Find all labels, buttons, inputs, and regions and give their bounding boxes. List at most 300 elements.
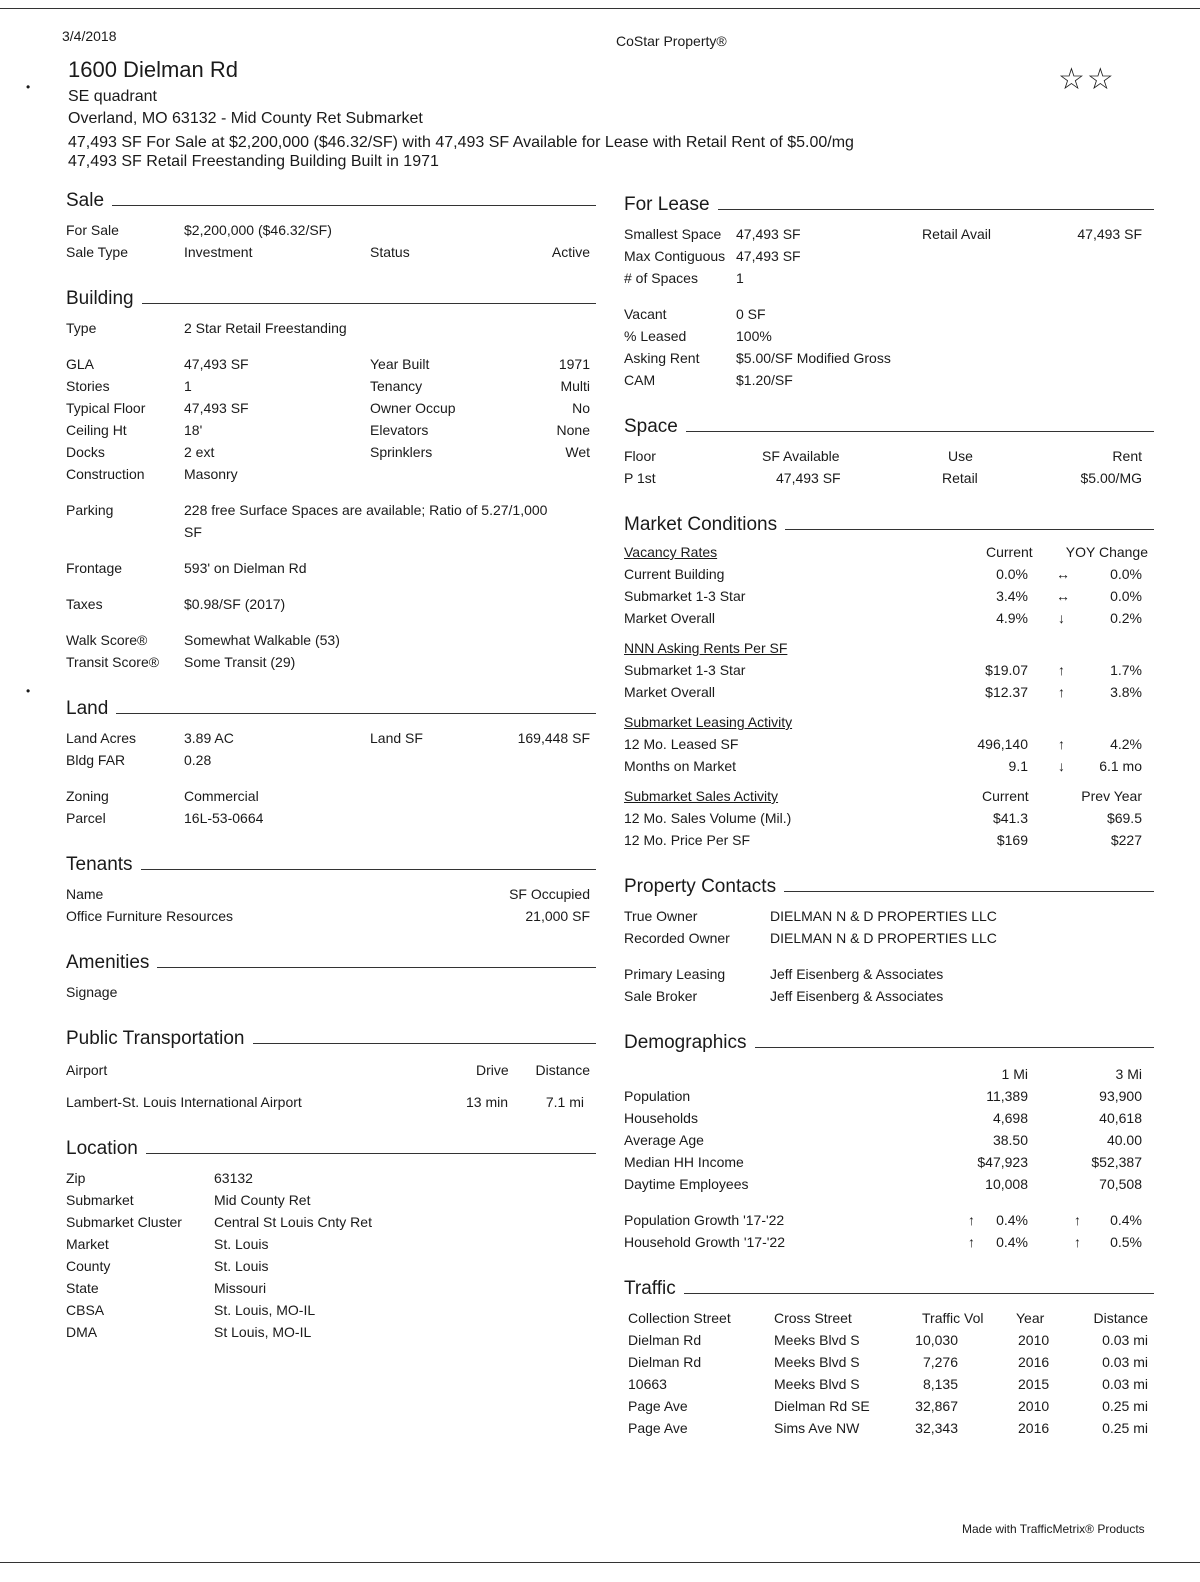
tenants-section-header — [66, 854, 596, 876]
field-value: No — [572, 400, 590, 416]
traffic-distance: 0.03 mi — [1102, 1332, 1148, 1348]
metric-label: Submarket 1-3 Star — [624, 662, 746, 678]
arrow-icon: ↑ — [1074, 1234, 1081, 1250]
field-value: Some Transit (29) — [184, 654, 296, 670]
field-value: Missouri — [214, 1280, 267, 1296]
value-3mi: $52,387 — [1091, 1154, 1142, 1170]
subsection-title: Vacancy Rates — [624, 544, 718, 560]
land-section-header — [66, 698, 596, 720]
subsection-title: Submarket Sales Activity — [624, 788, 779, 804]
field-label: Walk Score® — [66, 632, 148, 648]
field-value: Multi — [560, 378, 590, 394]
field-label: Type — [66, 320, 97, 336]
arrow-icon: ↑ — [1058, 684, 1065, 700]
field-label: CAM — [624, 372, 656, 388]
field-label: Construction — [66, 466, 145, 482]
field-value: 47,493 SF — [736, 248, 801, 264]
field-value: 3.89 AC — [184, 730, 234, 746]
metric-current: $169 — [996, 832, 1028, 848]
metric-change: 0.0% — [1110, 566, 1142, 582]
table-row — [66, 1094, 596, 1116]
value-1mi: $47,923 — [977, 1154, 1028, 1170]
collection-street: Dielman Rd — [628, 1332, 702, 1348]
traffic-volume: 7,276 — [922, 1354, 958, 1370]
table-header — [624, 788, 1154, 810]
top-rule — [0, 8, 1200, 9]
traffic-year: 2015 — [1018, 1376, 1050, 1392]
transport-section-header — [66, 1028, 596, 1050]
field-value: St Louis, MO-IL — [214, 1324, 312, 1340]
sale-section-header — [66, 190, 596, 212]
field-value: St. Louis, MO-IL — [214, 1302, 316, 1318]
column-header: Year — [1016, 1310, 1045, 1326]
value-3mi: 70,508 — [1099, 1176, 1142, 1192]
field-label: Market — [66, 1236, 109, 1252]
field-label: Sprinklers — [370, 444, 433, 460]
column-header: Distance — [1093, 1310, 1148, 1326]
metric-label: Households — [624, 1110, 698, 1126]
field-value: Central St Louis Cnty Ret — [214, 1214, 372, 1230]
field-label: Bldg FAR — [66, 752, 126, 768]
value-1mi: 38.50 — [992, 1132, 1028, 1148]
table-row — [624, 662, 1154, 684]
location-section-header — [66, 1138, 596, 1160]
subsection-title: Submarket Leasing Activity — [624, 714, 793, 730]
metric-label: Population Growth '17-'22 — [624, 1212, 785, 1228]
info-row — [66, 654, 596, 676]
value-3mi: 0.4% — [1110, 1212, 1142, 1228]
list-item — [66, 984, 596, 1006]
section-title: Sale — [66, 190, 105, 211]
field-label: Frontage — [66, 560, 123, 576]
field-value: Masonry — [184, 466, 238, 482]
space-section-header — [624, 416, 1154, 438]
column-header: YOY Change — [1065, 544, 1148, 560]
column-header: Airport — [66, 1062, 108, 1078]
section-title: Tenants — [66, 854, 133, 875]
field-value: 228 free Surface Spaces are available; Ratio of 5.27/1,000 — [184, 502, 548, 518]
cross-street: Meeks Blvd S — [774, 1354, 860, 1370]
field-label: Sale Type — [66, 244, 129, 260]
metric-label: Household Growth '17-'22 — [624, 1234, 785, 1250]
subsection-title: NNN Asking Rents Per SF — [624, 640, 788, 656]
field-value: $1.20/SF — [736, 372, 793, 388]
table-row — [624, 810, 1154, 832]
space-use: Retail — [942, 470, 978, 486]
section-title: Building — [66, 288, 134, 309]
metric-label: Current Building — [624, 566, 725, 582]
section-title: For Lease — [624, 194, 710, 215]
info-row — [624, 328, 1154, 350]
metric-current: 9.1 — [1008, 758, 1028, 774]
info-row — [66, 356, 596, 378]
field-label: Primary Leasing — [624, 966, 726, 982]
field-value: 0.28 — [184, 752, 212, 768]
field-value: DIELMAN N & D PROPERTIES LLC — [770, 908, 997, 924]
field-label: Max Contiguous — [624, 248, 726, 264]
column-header: Use — [948, 448, 973, 464]
traffic-distance: 0.25 mi — [1102, 1420, 1148, 1436]
info-row — [624, 908, 1154, 930]
column-header: Traffic Vol — [922, 1310, 984, 1326]
info-row — [66, 422, 596, 444]
info-row — [66, 524, 596, 546]
table-row — [624, 470, 1154, 492]
info-row — [66, 1192, 596, 1214]
arrow-icon: ↔ — [1056, 588, 1070, 604]
field-value: 47,493 SF — [184, 356, 249, 372]
field-value: 47,493 SF — [1077, 226, 1142, 242]
section-title: Market Conditions — [624, 514, 778, 535]
section-title: Location — [66, 1138, 138, 1159]
metric-current: 496,140 — [977, 736, 1028, 752]
info-row — [66, 596, 596, 618]
arrow-icon: ↑ — [1058, 662, 1065, 678]
value-1mi: 0.4% — [996, 1234, 1028, 1250]
table-row — [624, 1088, 1154, 1110]
field-value: None — [556, 422, 590, 438]
field-label: Retail Avail — [922, 226, 992, 242]
arrow-icon: ↓ — [1058, 610, 1065, 626]
field-value: Somewhat Walkable (53) — [184, 632, 340, 648]
info-row — [624, 930, 1154, 952]
traffic-distance: 0.03 mi — [1102, 1376, 1148, 1392]
column-header: 3 Mi — [1115, 1066, 1142, 1082]
traffic-volume: 8,135 — [922, 1376, 958, 1392]
info-row — [66, 1214, 596, 1236]
value-3mi: 93,900 — [1099, 1088, 1142, 1104]
brand-name: CoStar Property® — [616, 33, 727, 49]
table-row — [624, 1234, 1154, 1256]
table-row — [624, 566, 1154, 588]
metric-prev: $69.5 — [1106, 810, 1142, 826]
value-1mi: 11,389 — [986, 1088, 1028, 1104]
field-label: Stories — [66, 378, 110, 394]
field-value: DIELMAN N & D PROPERTIES LLC — [770, 930, 997, 946]
drive-time: 13 min — [466, 1094, 509, 1110]
column-header: Collection Street — [628, 1310, 731, 1326]
section-title: Traffic — [624, 1278, 676, 1299]
value-3mi: 40.00 — [1106, 1132, 1142, 1148]
contacts-section-header — [624, 876, 1154, 898]
collection-street: 10663 — [628, 1376, 667, 1392]
table-row — [624, 610, 1154, 632]
info-row — [624, 248, 1154, 270]
field-label: Taxes — [66, 596, 103, 612]
space-rent: $5.00/MG — [1080, 470, 1142, 486]
field-label: For Sale — [66, 222, 119, 238]
metric-current: 4.9% — [996, 610, 1028, 626]
metric-label: Market Overall — [624, 610, 716, 626]
traffic-section-header — [624, 1278, 1154, 1300]
traffic-volume: 10,030 — [915, 1332, 958, 1348]
field-label: CBSA — [66, 1302, 105, 1318]
star-rating-icon: ☆☆ — [1058, 63, 1116, 96]
field-label: Zoning — [66, 788, 109, 804]
field-label: Smallest Space — [624, 226, 722, 242]
cross-street: Sims Ave NW — [774, 1420, 860, 1436]
info-row — [66, 1236, 596, 1258]
column-header: Floor — [624, 448, 656, 464]
info-row — [66, 400, 596, 422]
table-row — [624, 1154, 1154, 1176]
table-row — [624, 832, 1154, 854]
info-row — [66, 502, 596, 524]
field-value: 63132 — [214, 1170, 253, 1186]
traffic-year: 2016 — [1018, 1420, 1050, 1436]
field-label: Parcel — [66, 810, 106, 826]
field-label: Parking — [66, 502, 114, 518]
table-row — [624, 1420, 1154, 1442]
traffic-year: 2016 — [1018, 1354, 1050, 1370]
metric-change: 4.2% — [1110, 736, 1142, 752]
field-value: Jeff Eisenberg & Associates — [770, 966, 944, 982]
metric-label: Daytime Employees — [624, 1176, 749, 1192]
metric-current: $19.07 — [985, 662, 1028, 678]
metric-label: Population — [624, 1088, 691, 1104]
summary-line: 47,493 SF For Sale at $2,200,000 ($46.32/SF) with 47,493 SF Available for Lease with Retail Rent of $5.00/mg — [68, 134, 854, 151]
space-sf: 47,493 SF — [776, 470, 841, 486]
info-row — [624, 966, 1154, 988]
info-row — [624, 350, 1154, 372]
column-header: Current — [982, 788, 1029, 804]
field-label: DMA — [66, 1324, 98, 1340]
section-title: Demographics — [624, 1032, 747, 1053]
table-row — [624, 1332, 1154, 1354]
info-row — [66, 752, 596, 774]
table-row — [624, 758, 1154, 780]
field-value: 18' — [184, 422, 203, 438]
info-row — [624, 226, 1154, 248]
table-row — [624, 1376, 1154, 1398]
column-header: Prev Year — [1081, 788, 1142, 804]
info-row — [66, 810, 596, 832]
value-1mi: 4,698 — [992, 1110, 1028, 1126]
amenity: Signage — [66, 984, 118, 1000]
collection-street: Dielman Rd — [628, 1354, 702, 1370]
field-value: SF — [184, 524, 202, 540]
arrow-icon: ↑ — [968, 1234, 975, 1250]
field-label: Ceiling Ht — [66, 422, 127, 438]
info-row — [66, 788, 596, 810]
field-value: 47,493 SF — [736, 226, 801, 242]
table-header — [624, 1066, 1154, 1088]
arrow-icon: ↔ — [1056, 566, 1070, 582]
table-header — [66, 886, 596, 908]
field-value: Investment — [184, 244, 253, 260]
field-label: GLA — [66, 356, 95, 372]
field-value: 100% — [736, 328, 772, 344]
arrow-icon: ↑ — [1074, 1212, 1081, 1228]
table-header — [624, 714, 1154, 736]
cross-street: Meeks Blvd S — [774, 1376, 860, 1392]
field-value: 1971 — [558, 356, 590, 372]
metric-current: $41.3 — [992, 810, 1028, 826]
section-title: Amenities — [66, 952, 150, 973]
table-row — [624, 1212, 1154, 1234]
table-row — [624, 1110, 1154, 1132]
field-value: Commercial — [184, 788, 259, 804]
space-floor: P 1st — [624, 470, 656, 486]
cross-street: Meeks Blvd S — [774, 1332, 860, 1348]
table-row — [624, 684, 1154, 706]
field-label: Owner Occup — [370, 400, 456, 416]
traffic-year: 2010 — [1018, 1398, 1050, 1414]
metric-label: 12 Mo. Leased SF — [624, 736, 739, 752]
field-value: Mid County Ret — [214, 1192, 311, 1208]
field-value: Wet — [565, 444, 590, 460]
field-value: Jeff Eisenberg & Associates — [770, 988, 944, 1004]
info-row — [66, 378, 596, 400]
column-header: SF Occupied — [509, 886, 590, 902]
field-label: Sale Broker — [624, 988, 698, 1004]
column-header: Current — [986, 544, 1033, 560]
arrow-icon: ↑ — [968, 1212, 975, 1228]
field-value: 2 ext — [184, 444, 215, 460]
metric-label: Submarket 1-3 Star — [624, 588, 746, 604]
field-value: 593' on Dielman Rd — [184, 560, 307, 576]
cross-street: Dielman Rd SE — [774, 1398, 870, 1414]
field-label: Zip — [66, 1170, 86, 1186]
info-row — [66, 1258, 596, 1280]
table-row — [624, 736, 1154, 758]
column-header: Distance — [535, 1062, 590, 1078]
metric-prev: $227 — [1110, 832, 1142, 848]
field-label: Land Acres — [66, 730, 137, 746]
info-row — [624, 270, 1154, 292]
collection-street: Page Ave — [628, 1420, 688, 1436]
table-header — [624, 1310, 1154, 1332]
info-row — [66, 730, 596, 752]
metric-label: Median HH Income — [624, 1154, 744, 1170]
field-label: % Leased — [624, 328, 687, 344]
metric-change: 0.2% — [1110, 610, 1142, 626]
metric-label: 12 Mo. Price Per SF — [624, 832, 751, 848]
field-label: Submarket Cluster — [66, 1214, 182, 1230]
column-header: 1 Mi — [1001, 1066, 1028, 1082]
section-title: Land — [66, 698, 109, 719]
section-title: Space — [624, 416, 678, 437]
left-column — [66, 190, 596, 1346]
field-value: 2 Star Retail Freestanding — [184, 320, 347, 336]
info-row — [66, 560, 596, 582]
tenant-name: Office Furniture Resources — [66, 908, 234, 924]
info-row — [66, 1280, 596, 1302]
field-label: Asking Rent — [624, 350, 700, 366]
column-header: Rent — [1112, 448, 1142, 464]
column-header: SF Available — [762, 448, 840, 464]
field-value: 0 SF — [736, 306, 766, 322]
field-value: $5.00/SF Modified Gross — [736, 350, 891, 366]
building-section-header — [66, 288, 596, 310]
demographics-section-header — [624, 1032, 1154, 1054]
info-row — [66, 244, 596, 266]
city-line: Overland, MO 63132 - Mid County Ret Submarket — [68, 110, 423, 127]
airport-name: Lambert-St. Louis International Airport — [66, 1094, 302, 1110]
column-header: Cross Street — [774, 1310, 852, 1326]
column-header: Drive — [476, 1062, 509, 1078]
field-label: Elevators — [370, 422, 429, 438]
traffic-distance: 0.25 mi — [1102, 1398, 1148, 1414]
section-title: Property Contacts — [624, 876, 777, 897]
report-date: 3/4/2018 — [62, 28, 117, 44]
value-1mi: 10,008 — [985, 1176, 1028, 1192]
field-value: 47,493 SF — [184, 400, 249, 416]
traffic-volume: 32,343 — [915, 1420, 958, 1436]
value-3mi: 40,618 — [1099, 1110, 1142, 1126]
footer-note: Made with TrafficMetrix® Products — [962, 1522, 1145, 1536]
metric-change: 3.8% — [1110, 684, 1142, 700]
field-value: Active — [551, 244, 590, 260]
traffic-table — [624, 1332, 1154, 1442]
table-header — [624, 640, 1154, 662]
field-label: # of Spaces — [624, 270, 698, 286]
field-label: Tenancy — [370, 378, 423, 394]
scan-mark: • — [26, 80, 31, 94]
scan-mark: • — [26, 684, 31, 698]
info-row — [624, 306, 1154, 328]
field-label: Vacant — [624, 306, 667, 322]
field-label: Docks — [66, 444, 105, 460]
field-label: Typical Floor — [66, 400, 146, 416]
market-section-header — [624, 514, 1154, 536]
metric-label: 12 Mo. Sales Volume (Mil.) — [624, 810, 792, 826]
info-row — [624, 988, 1154, 1010]
distance: 7.1 mi — [545, 1094, 584, 1110]
table-row — [624, 1398, 1154, 1420]
metric-current: 0.0% — [996, 566, 1028, 582]
field-label: Submarket — [66, 1192, 134, 1208]
metric-change: 6.1 mo — [1099, 758, 1142, 774]
column-header: Name — [66, 886, 104, 902]
field-label: Transit Score® — [66, 654, 160, 670]
field-value: St. Louis — [214, 1236, 269, 1252]
info-row — [624, 372, 1154, 394]
summary-line: 47,493 SF Retail Freestanding Building Built in 1971 — [68, 153, 439, 170]
amenities-section-header — [66, 952, 596, 974]
metric-current: 3.4% — [996, 588, 1028, 604]
arrow-icon: ↓ — [1058, 758, 1065, 774]
table-row — [624, 1354, 1154, 1376]
field-label: Year Built — [370, 356, 430, 372]
value-1mi: 0.4% — [996, 1212, 1028, 1228]
info-row — [66, 466, 596, 488]
tenant-sf: 21,000 SF — [525, 908, 590, 924]
field-value: 1 — [184, 378, 192, 394]
quadrant: SE quadrant — [68, 88, 157, 105]
info-row — [66, 444, 596, 466]
field-label: Land SF — [370, 730, 423, 746]
field-label: True Owner — [624, 908, 698, 924]
metric-change: 1.7% — [1110, 662, 1142, 678]
table-header — [66, 1062, 596, 1084]
table-header — [624, 448, 1154, 470]
info-row — [66, 632, 596, 654]
metric-label: Average Age — [624, 1132, 704, 1148]
field-value: $2,200,000 ($46.32/SF) — [184, 222, 332, 238]
table-row — [624, 1132, 1154, 1154]
info-row — [66, 1302, 596, 1324]
field-value: 169,448 SF — [517, 730, 590, 746]
arrow-icon: ↑ — [1058, 736, 1065, 752]
right-column — [624, 194, 1154, 1442]
field-value: St. Louis — [214, 1258, 269, 1274]
table-header — [624, 544, 1154, 566]
field-value: 1 — [736, 270, 744, 286]
traffic-volume: 32,867 — [915, 1398, 958, 1414]
metric-change: 0.0% — [1110, 588, 1142, 604]
table-row — [624, 1176, 1154, 1198]
